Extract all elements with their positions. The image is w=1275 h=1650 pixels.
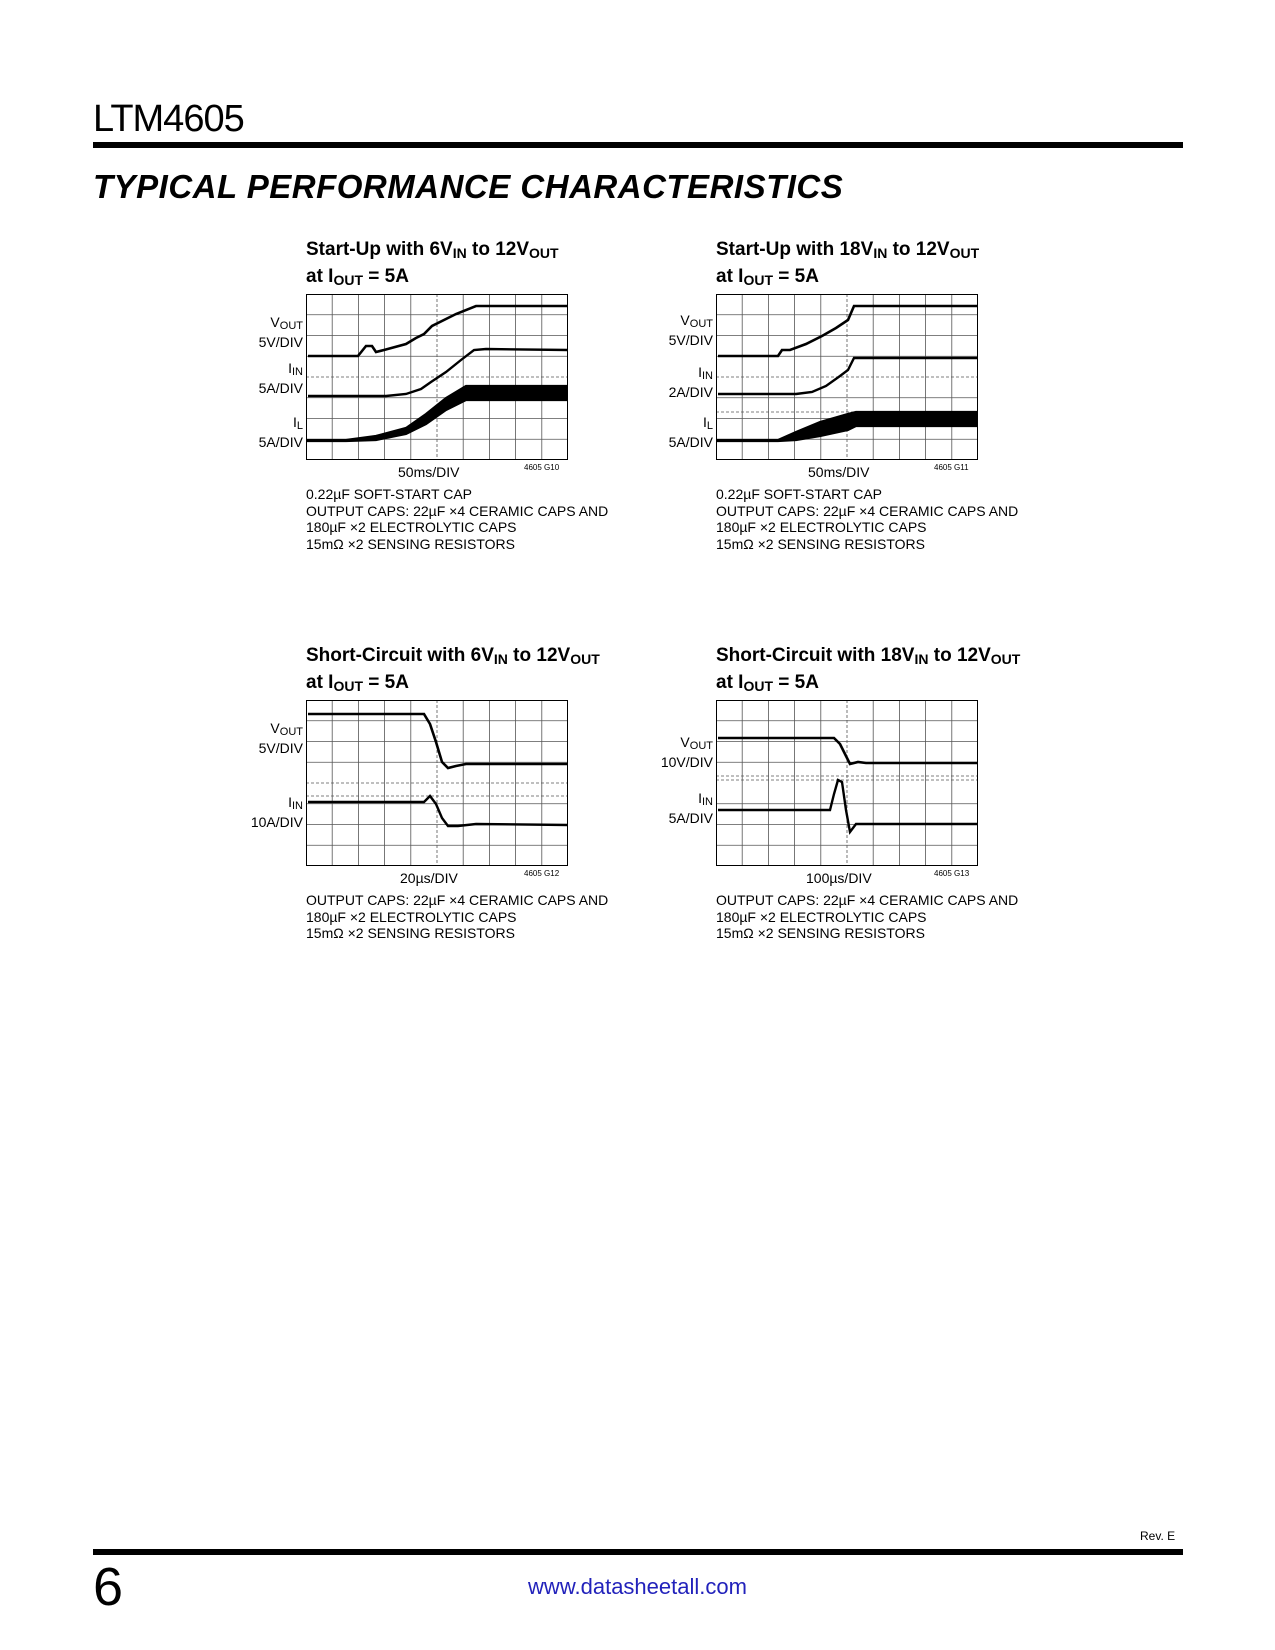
scope-panel-short-18vin [658,644,1088,984]
revision-label: Rev. E [1140,1529,1176,1543]
scope-panel-startup-6vin [248,238,678,578]
channel-label-iin: $I_{IN}$ 5A/DIV [668,790,713,826]
channel-label-vout: $V_{OUT}$ 5V/DIV [668,312,713,348]
channel-label-il: $I_L$ 5A/DIV [258,414,303,450]
scope-frame [716,294,978,460]
page-number: 6 [93,1557,124,1617]
figure-id: 4605 G12 [524,869,560,878]
oscilloscope-screen [306,700,568,871]
figure-id: 4605 G10 [524,463,560,472]
figure-id: 4605 G11 [934,463,969,472]
panel-notes: 0.22µF SOFT-START CAP OUTPUT CAPS: 22µF ×4 CERAMIC CAPS AND 180µF ×2 ELECTROLYTIC CAPS 15mΩ ×2 SENSING RESISTORS [306,486,609,552]
timebase-label: 50ms/DIV [398,464,460,480]
scope-frame [716,700,978,866]
channel-label-vout: $V_{OUT}$ 5V/DIV [258,314,303,350]
oscilloscope-screen [716,700,978,871]
panel-notes: OUTPUT CAPS: 22µF ×4 CERAMIC CAPS AND 180µF ×2 ELECTROLYTIC CAPS 15mΩ ×2 SENSING RESISTORS [306,892,609,941]
timebase-label: 100µs/DIV [806,870,872,886]
oscilloscope-screen [306,294,568,465]
panel-title: Short-Circuit with $6V_{IN}$ to $12V_{OUT}$ at $I_{OUT} = 5A$ [306,645,600,694]
scope-panel-startup-18vin [658,238,1088,578]
panel-notes: 0.22µF SOFT-START CAP OUTPUT CAPS: 22µF ×4 CERAMIC CAPS AND 180µF ×2 ELECTROLYTIC CAPS 15mΩ ×2 SENSING RESISTORS [716,486,1019,552]
timebase-label: 20µs/DIV [400,870,458,886]
figure-id: 4605 G13 [934,869,970,878]
panel-title: Start-Up with $18V_{IN}$ to $12V_{OUT}$ at $I_{OUT} = 5A$ [716,239,980,288]
scope-panel-short-6vin [248,644,678,984]
scope-frame [306,700,568,866]
channel-label-vout: $V_{OUT}$ 5V/DIV [258,720,303,756]
oscilloscope-screen [716,294,978,465]
panel-notes: OUTPUT CAPS: 22µF ×4 CERAMIC CAPS AND 180µF ×2 ELECTROLYTIC CAPS 15mΩ ×2 SENSING RESISTORS [716,892,1019,941]
panel-title: Short-Circuit with $18V_{IN}$ to $12V_{OUT}$ at $I_{OUT} = 5A$ [716,645,1021,694]
channel-label-il: $I_L$ 5A/DIV [668,414,713,450]
scope-frame [306,294,568,460]
section-title: TYPICAL PERFORMANCE CHARACTERISTICS [93,168,844,205]
channel-label-iin: $I_{IN}$ 10A/DIV [250,794,303,830]
timebase-label: 50ms/DIV [808,464,870,480]
channel-label-iin: $I_{IN}$ 5A/DIV [258,360,303,396]
bottom-rule [93,1549,1183,1555]
part-number: LTM4605 [93,98,244,140]
panel-title: Start-Up with $6V_{IN}$ to $12V_{OUT}$ at $I_{OUT} = 5A$ [306,239,559,288]
top-rule [93,142,1183,148]
channel-label-iin: $I_{IN}$ 2A/DIV [668,364,713,400]
footer-url-link[interactable]: www.datasheetall.com [528,1574,747,1599]
channel-label-vout: $V_{OUT}$ 10V/DIV [660,734,713,770]
